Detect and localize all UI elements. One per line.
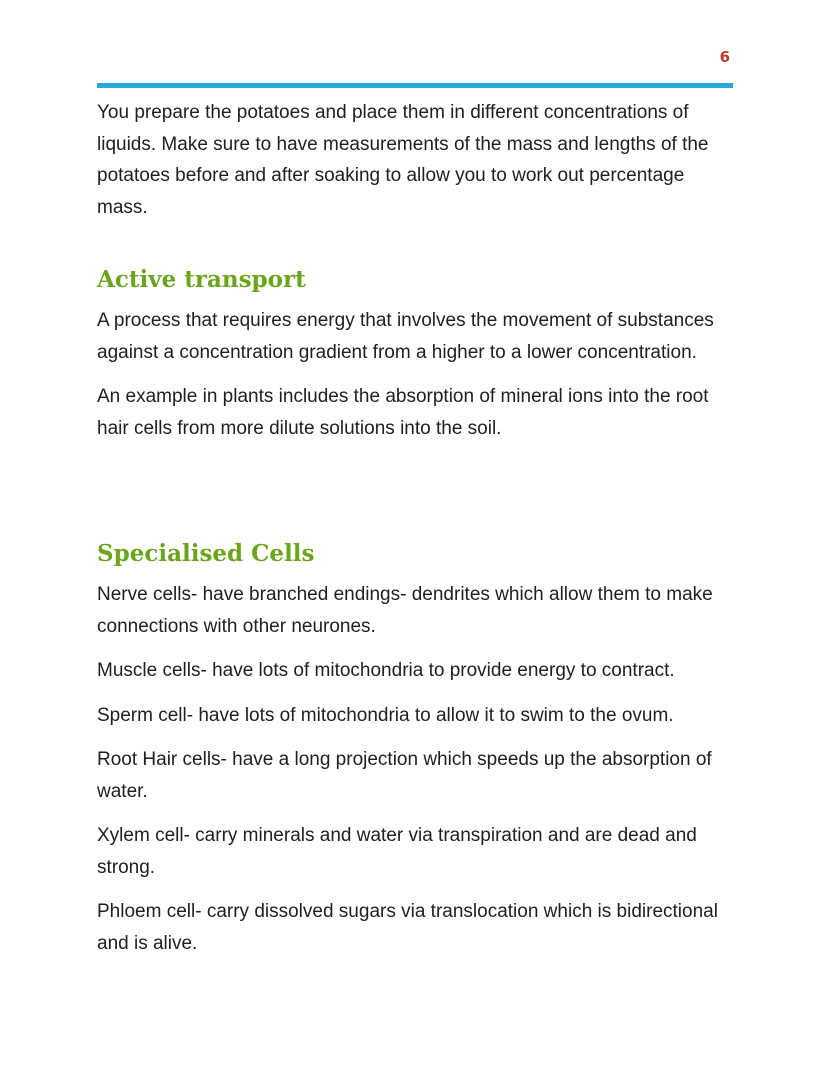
specialised-cell-paragraph: Sperm cell- have lots of mitochondria to allow it to swim to the ovum. [97,704,674,726]
intro-paragraph: You prepare the potatoes and place them in different concentrations of liquids. Make sure to have measurements of the mass and lengths of the potatoes before and after soaking to allow you to work out percentage mass. [97,102,709,218]
header-rule [97,83,733,88]
active-transport-paragraph: An example in plants includes the absorption of mineral ions into the root hair cells from more dilute solutions into the soil. [97,386,709,439]
active-transport-paragraph: A process that requires energy that involves the movement of substances against a concentration gradient from a higher to a lower concentration. [97,310,714,363]
page-content [97,97,737,959]
specialised-cell-paragraph: Root Hair cells- have a long projection which speeds up the absorption of water. [97,749,712,802]
page-number: 6 [719,48,730,66]
specialised-cell-paragraph: Phloem cell- carry dissolved sugars via translocation which is bidirectional and is alive. [97,901,718,954]
section-heading-active-transport: Active transport [97,266,306,293]
specialised-cell-paragraph: Nerve cells- have branched endings- dendrites which allow them to make connections with other neurones. [97,584,713,637]
specialised-cell-paragraph: Muscle cells- have lots of mitochondria to provide energy to contract. [97,660,675,681]
section-heading-specialised-cells: Specialised Cells [97,540,315,567]
specialised-cell-paragraph: Xylem cell- carry minerals and water via transpiration and are dead and strong. [97,825,697,878]
